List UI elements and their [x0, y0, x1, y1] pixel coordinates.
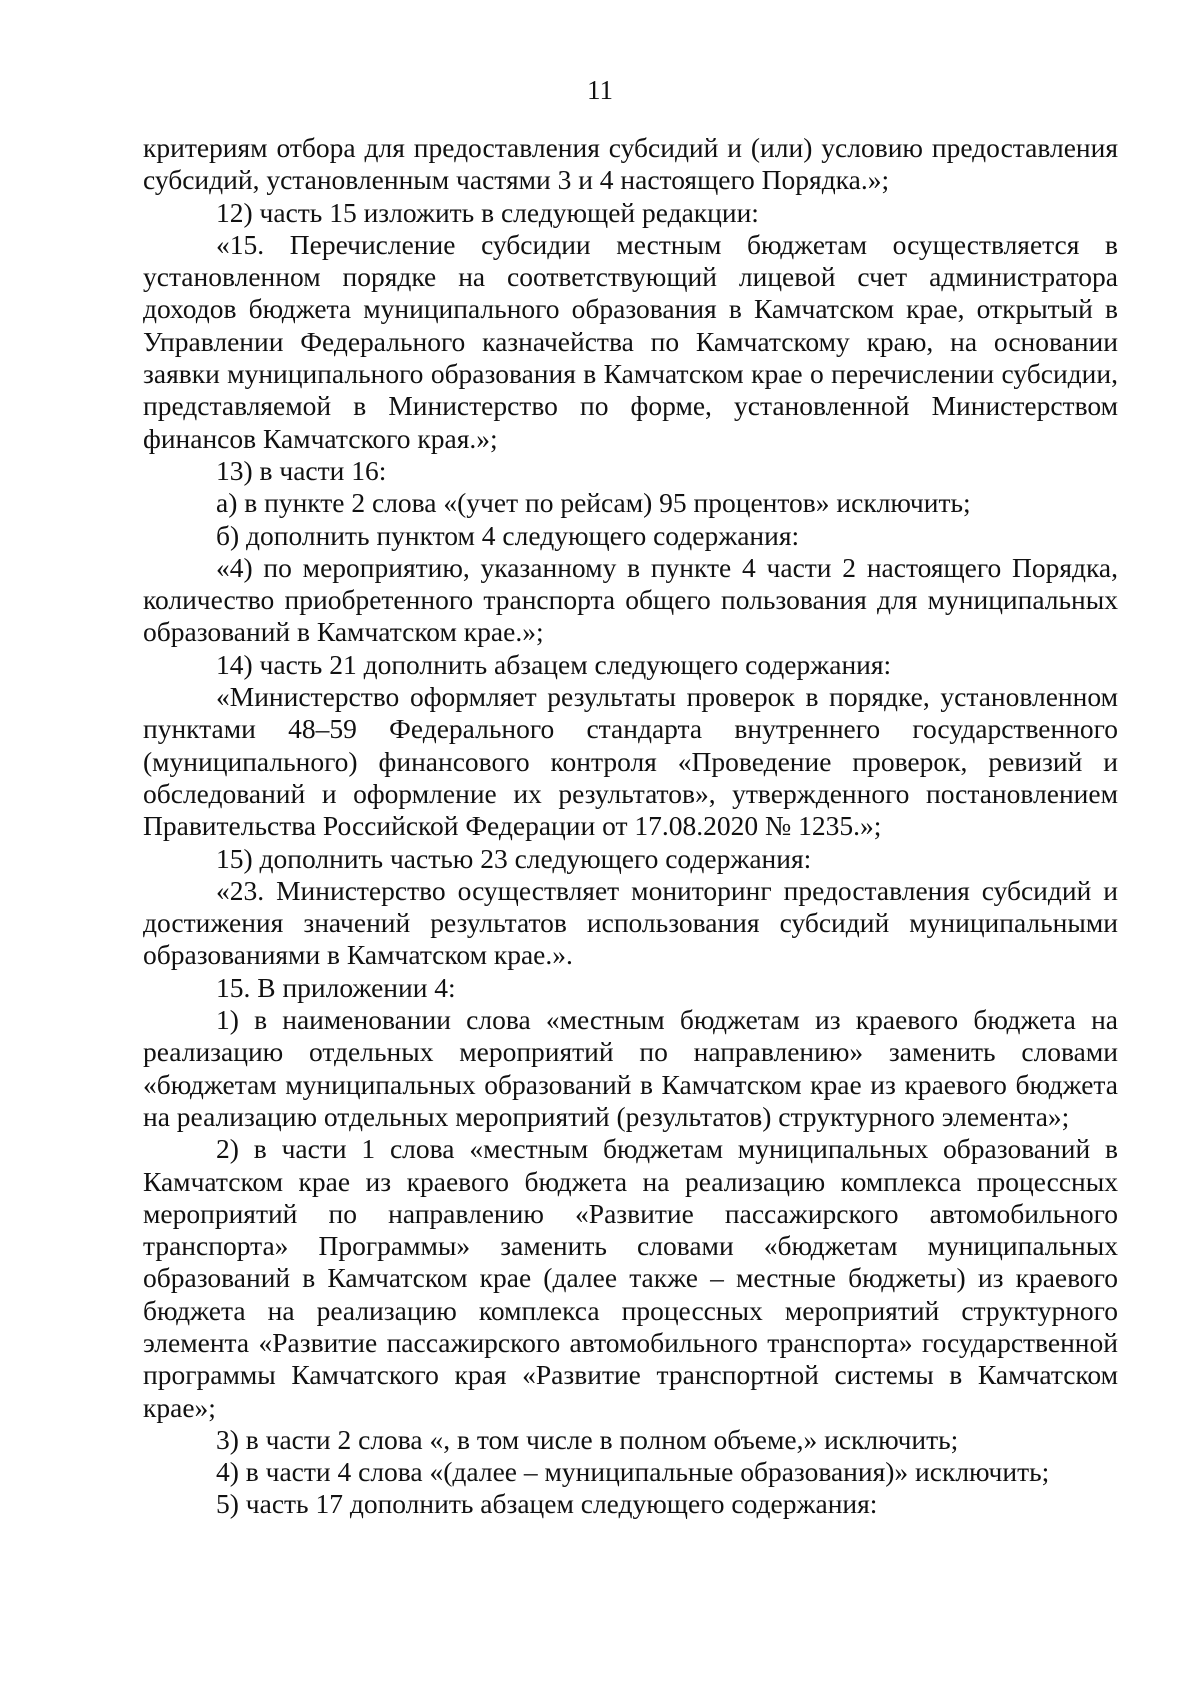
paragraph-quote-23: «23. Министерство осуществляет мониторинг предоставления субсидий и достижения значений результатов использования субсидий муниципальными образованиями в Камчатском крае.». — [143, 874, 1118, 971]
paragraph-item-14: 14) часть 21 дополнить абзацем следующего содержания: — [216, 648, 892, 680]
page-number: 11 — [587, 75, 613, 105]
paragraph-item-13b: б) дополнить пунктом 4 следующего содержания: — [216, 519, 800, 551]
paragraph-sub-4: 4) в части 4 слова «(далее – муниципальные образования)» исключить; — [216, 1456, 1050, 1488]
paragraph-sub-2: 2) в части 1 слова «местным бюджетам муниципальных образований в Камчатском крае из краевого бюджета на реализацию комплекса процессных мероприятий по направлению «Развитие пассажирского автомобильного транспорта» Программы» заменить словами «бюджетам муниципальных образований в Камчатском крае (далее также – местные бюджеты) из краевого бюджета на реализацию комплекса процессных мероприятий структурного элемента «Развитие пассажирского автомобильного транспорта» государственной программы Камчатского края «Развитие транспортной системы в Камчатском крае»; — [143, 1133, 1118, 1423]
paragraph-continuation: критериям отбора для предоставления субсидий и (или) условию предоставления субсидий, установленным частями 3 и 4 настоящего Порядка.»; — [143, 132, 1118, 196]
paragraph-sub-3: 3) в части 2 слова «, в том числе в полном объеме,» исключить; — [216, 1423, 959, 1455]
paragraph-sub-5: 5) часть 17 дополнить абзацем следующего содержания: — [216, 1488, 878, 1520]
paragraph-item-13a: а) в пункте 2 слова «(учет по рейсам) 95 процентов» исключить; — [216, 487, 971, 519]
paragraph-item-12: 12) часть 15 изложить в следующей редакции: — [216, 196, 759, 228]
paragraph-quote-ministry: «Министерство оформляет результаты проверок в порядке, установленном пунктами 48–59 Федерального стандарта внутреннего государственного (муниципального) финансового контроля «Проведение проверок, ревизий и обследований и оформление их результатов», утвержденного постановлением Правительства Российской Федерации от 17.08.2020 № 1235.»; — [143, 681, 1118, 842]
paragraph-quote-15: «15. Перечисление субсидии местным бюджетам осуществляется в установленном порядке на соответствующий лицевой счет администратора доходов бюджета муниципального образования в Камчатском крае, открытый в Управлении Федерального казначейства по Камчатскому краю, на основании заявки муниципального образования в Камчатском крае о перечислении субсидии, представляемой в Министерство по форме, установленной Министерством финансов Камчатского края.»; — [143, 228, 1118, 454]
paragraph-quote-4: «4) по мероприятию, указанному в пункте 4 части 2 настоящего Порядка, количество приобретенного транспорта общего пользования для муниципальных образований в Камчатском крае.»; — [143, 551, 1118, 648]
paragraph-item-15: 15) дополнить частью 23 следующего содержания: — [216, 842, 812, 874]
paragraph-item-13: 13) в части 16: — [216, 454, 387, 486]
paragraph-section-15: 15. В приложении 4: — [216, 971, 456, 1003]
paragraph-sub-1: 1) в наименовании слова «местным бюджетам из краевого бюджета на реализацию отдельных мероприятий по направлению» заменить словами «бюджетам муниципальных образований в Камчатском крае из краевого бюджета на реализацию отдельных мероприятий (результатов) структурного элемента»; — [143, 1004, 1118, 1132]
document-body — [143, 132, 1118, 1521]
